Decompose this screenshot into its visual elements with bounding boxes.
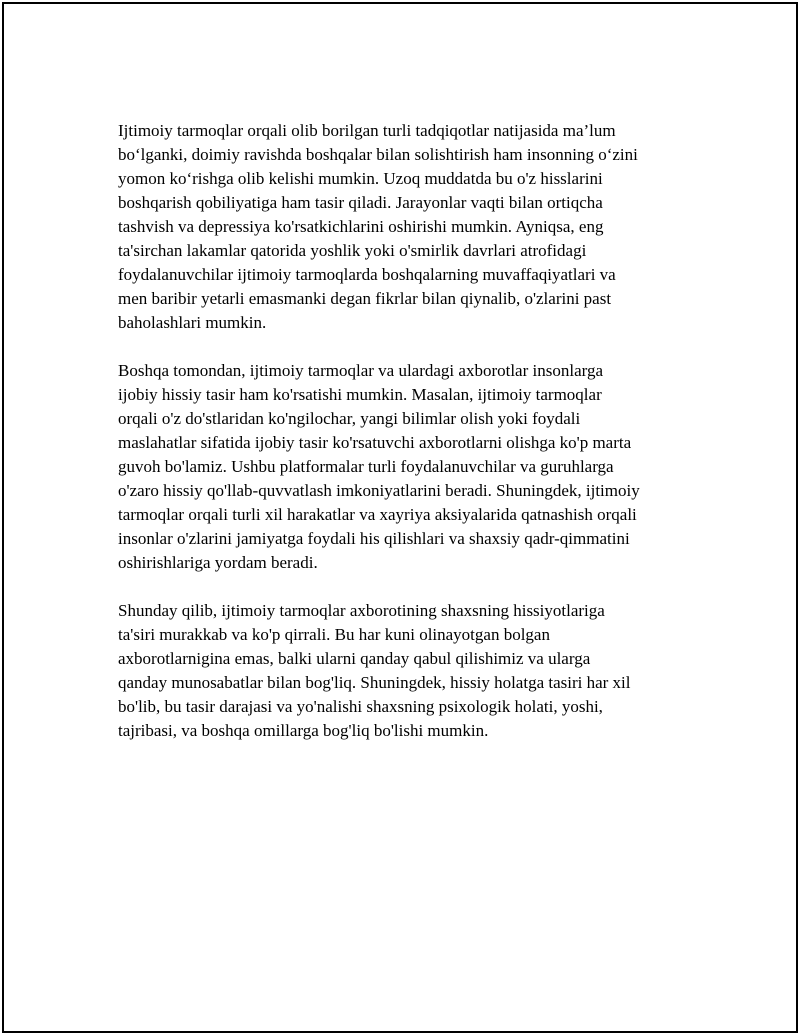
text-line: qanday munosabatlar bilan bog'liq. Shuningdek, hissiy holatga tasiri har xil: [118, 673, 631, 692]
text-line: boshqarish qobiliyatiga ham tasir qiladi. Jarayonlar vaqti bilan ortiqcha: [118, 193, 603, 212]
text-line: oshirishlariga yordam beradi.: [118, 553, 318, 572]
text-line: baholashlari mumkin.: [118, 313, 267, 332]
text-line: insonlar o'zlarini jamiyatga foydali his qilishlari va shaxsiy qadr-qimmatini: [118, 529, 630, 548]
text-line: bo‘lganki, doimiy ravishda boshqalar bilan solishtirish ham insonning o‘zini: [118, 145, 638, 164]
text-line: bo'lib, bu tasir darajasi va yo'nalishi shaxsning psixologik holati, yoshi,: [118, 697, 603, 716]
paragraph-1: [118, 119, 698, 335]
text-line: Boshqa tomondan, ijtimoiy tarmoqlar va ulardagi axborotlar insonlarga: [118, 361, 604, 380]
text-line: tashvish va depressiya ko'rsatkichlarini oshirishi mumkin. Ayniqsa, eng: [118, 217, 604, 236]
text-line: tarmoqlar orqali turli xil harakatlar va xayriya aksiyalarida qatnashish orqali: [118, 505, 637, 524]
text-line: axborotlarnigina emas, balki ularni qanday qabul qilishimiz va ularga: [118, 649, 591, 668]
text-line: ijobiy hissiy tasir ham ko'rsatishi mumkin. Masalan, ijtimoiy tarmoqlar: [118, 385, 602, 404]
text-line: o'zaro hissiy qo'llab-quvvatlash imkoniyatlarini beradi. Shuningdek, ijtimoiy: [118, 481, 640, 500]
paragraph-3: [118, 599, 698, 743]
text-line: men baribir yetarli emasmanki degan fikrlar bilan qiynalib, o'zlarini past: [118, 289, 612, 308]
text-line: ta'siri murakkab va ko'p qirrali. Bu har kuni olinayotgan bolgan: [118, 625, 550, 644]
text-line: yomon ko‘rishga olib kelishi mumkin. Uzoq muddatda bu o'z hisslarini: [118, 169, 603, 188]
text-line: foydalanuvchilar ijtimoiy tarmoqlarda boshqalarning muvaffaqiyatlari va: [118, 265, 616, 284]
text-line: tajribasi, va boshqa omillarga bog'liq bo'lishi mumkin.: [118, 721, 489, 740]
text-line: Shunday qilib, ijtimoiy tarmoqlar axborotining shaxsning hissiyotlariga: [118, 601, 605, 620]
text-line: ta'sirchan lakamlar qatorida yoshlik yoki o'smirlik davrlari atrofidagi: [118, 241, 587, 260]
text-line: orqali o'z do'stlaridan ko'ngilochar, yangi bilimlar olish yoki foydali: [118, 409, 581, 428]
document-page: [2, 2, 798, 1033]
text-line: maslahatlar sifatida ijobiy tasir ko'rsatuvchi axborotlarni olishga ko'p marta: [118, 433, 632, 452]
text-line: Ijtimoiy tarmoqlar orqali olib borilgan turli tadqiqotlar natijasida ma’lum: [118, 121, 616, 140]
paragraph-2: [118, 359, 698, 575]
document-body: [118, 119, 698, 767]
text-line: guvoh bo'lamiz. Ushbu platformalar turli foydalanuvchilar va guruhlarga: [118, 457, 614, 476]
